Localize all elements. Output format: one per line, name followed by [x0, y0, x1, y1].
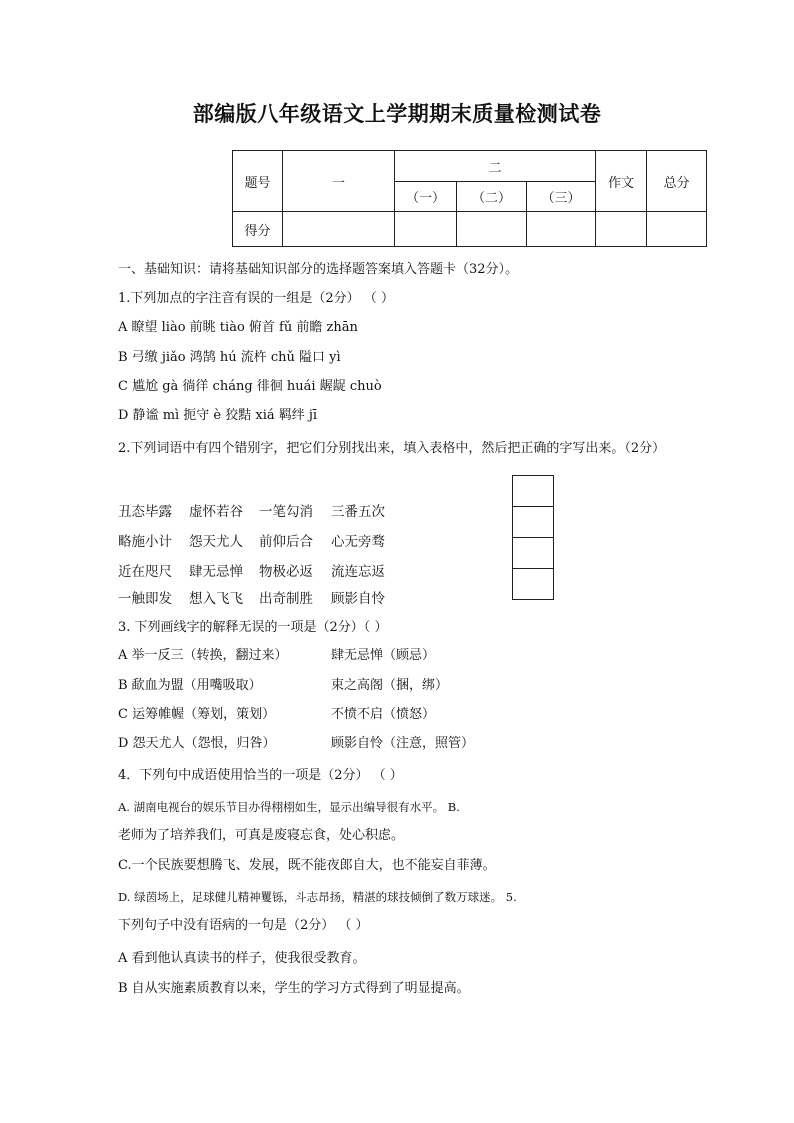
question-1-option-d: D 静谧 mì 扼守 è 狡黠 xiá 羁绊 jī: [118, 408, 318, 423]
answer-box[interactable]: [512, 475, 554, 506]
page-title: 部编版八年级语文上学期期末质量检测试卷: [192, 102, 602, 126]
question-4-option-a: A. 湖南电视台的娱乐节目办得栩栩如生，显示出编导很有水平。 B.: [118, 800, 460, 814]
question-3-option-c-2: 不愤不启（愤怒）: [331, 707, 436, 722]
question-3-option-a-2: 肆无忌惮（顾忌）: [331, 648, 436, 663]
word-cell: 怨天尤人: [189, 534, 243, 550]
score-table-header-score: 得分: [233, 212, 283, 247]
score-cell[interactable]: [283, 212, 395, 247]
word-cell: 近在咫尺: [118, 564, 172, 580]
question-5-option-b: B 自从实施素质教育以来，学生的学习方式得到了明显提高。: [118, 981, 470, 996]
question-1-stem: 1.下列加点的字注音有误的一组是（2分） （ ）: [118, 291, 394, 306]
score-cell[interactable]: [527, 212, 596, 247]
question-4-option-d: D. 绿茵场上，足球健儿精神矍铄，斗志昂扬，精湛的球技倾倒了数万球迷。 5.: [118, 890, 517, 904]
question-5-stem: 下列句子中没有语病的一句是（2分） （ ）: [118, 918, 369, 933]
question-1-option-a: A 瞭望 liào 前眺 tiào 俯首 fǔ 前瞻 zhān: [118, 320, 358, 335]
question-4-option-b: 老师为了培养我们，可真是废寝忘食，处心积虑。: [118, 828, 405, 843]
score-table-sub-3: （三）: [527, 182, 596, 212]
word-cell: 三番五次: [331, 504, 385, 520]
word-cell: 出奇制胜: [259, 591, 313, 607]
question-3-option-d-2: 顾影自怜（注意，照管）: [331, 736, 475, 751]
question-3-option-c-1: C 运筹帷幄（筹划，策划）: [118, 707, 276, 722]
word-cell: 略施小计: [118, 534, 172, 550]
question-4-stem: 4．下列句中成语使用恰当的一项是（2分） （ ）: [118, 768, 403, 783]
section-1-heading: 一、基础知识：请将基础知识部分的选择题答案填入答题卡（32分）。: [118, 262, 519, 277]
answer-box[interactable]: [512, 568, 554, 600]
answer-box[interactable]: [512, 506, 554, 537]
word-cell: 肆无忌惮: [189, 564, 243, 580]
question-3-option-b-1: B 歃血为盟（用嘴吸取）: [118, 678, 262, 693]
score-table-col-essay: 作文: [596, 151, 647, 212]
score-table-sub-2: （二）: [457, 182, 527, 212]
word-cell: 虚怀若谷: [189, 504, 243, 520]
question-3-option-b-2: 束之高阁（捆，绑）: [331, 678, 449, 693]
score-cell[interactable]: [647, 212, 707, 247]
word-cell: 流连忘返: [331, 564, 385, 580]
question-4-option-c: C.一个民族要想腾飞、发展，既不能夜郎自大，也不能妄自菲薄。: [118, 858, 496, 873]
question-1-option-b: B 弓缴 jiǎo 鸿鹄 hú 流杵 chǔ 隘口 yì: [118, 350, 341, 365]
word-cell: 一笔勾消: [259, 504, 313, 520]
score-cell[interactable]: [457, 212, 527, 247]
word-cell: 物极必返: [259, 564, 313, 580]
score-table-col-total: 总分: [647, 151, 707, 212]
word-cell: 前仰后合: [259, 534, 313, 550]
word-cell: 丑态毕露: [118, 504, 172, 520]
score-cell[interactable]: [596, 212, 647, 247]
word-cell: 心无旁骛: [331, 534, 385, 550]
question-2-stem: 2.下列词语中有四个错别字，把它们分别找出来，填入表格中，然后把正确的字写出来。（2分）: [118, 441, 666, 456]
score-table: [232, 150, 707, 247]
question-5-option-a: A 看到他认真读书的样子，使我很受教育。: [118, 951, 366, 966]
word-cell: 一触即发: [118, 591, 172, 607]
score-table-header-number: 题号: [233, 151, 283, 212]
question-3-option-a-1: A 举一反三（转换，翻过来）: [118, 648, 288, 663]
score-table-col-two: 二: [395, 151, 596, 182]
question-1-option-c: C 尴尬 gà 徜徉 cháng 徘徊 huái 龌龊 chuò: [118, 379, 382, 394]
score-table-sub-1: （一）: [395, 182, 457, 212]
answer-box[interactable]: [512, 537, 554, 568]
word-cell: 顾影自怜: [331, 591, 385, 607]
answer-boxes: [512, 475, 554, 600]
score-cell[interactable]: [395, 212, 457, 247]
question-3-stem: 3. 下列画线字的解释无误的一项是（2分）（ ）: [118, 620, 388, 635]
word-cell: 想入飞飞: [189, 591, 243, 607]
question-3-option-d-1: D 怨天尤人（怨恨，归咎）: [118, 736, 276, 751]
score-table-col-one: 一: [283, 151, 395, 212]
